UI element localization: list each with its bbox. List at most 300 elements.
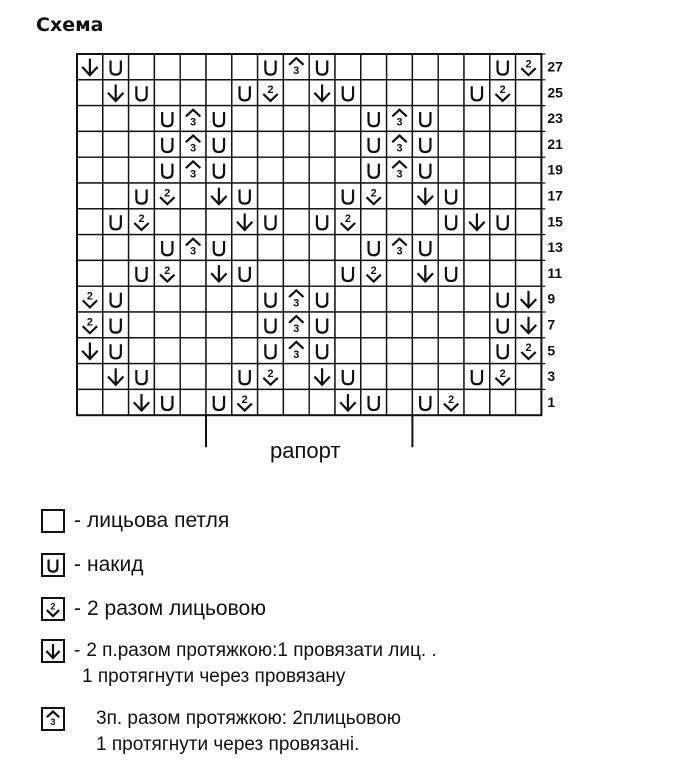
k2tog-symbol xyxy=(154,183,180,209)
row-number: 9 xyxy=(547,290,556,307)
k2tog-symbol xyxy=(516,338,542,364)
chart-cell xyxy=(77,364,103,390)
chart-cell xyxy=(180,364,206,390)
svg-text:2: 2 xyxy=(448,393,455,406)
rapport-label: рапорт xyxy=(270,438,341,463)
chart-cell xyxy=(77,235,103,261)
svg-text:3: 3 xyxy=(293,65,300,78)
yarn-over-symbol xyxy=(335,260,361,286)
yarn-over-symbol xyxy=(438,183,464,209)
chart-cell xyxy=(516,157,542,183)
svg-text:2: 2 xyxy=(50,601,56,612)
chart-cell xyxy=(180,80,206,106)
svg-text:2: 2 xyxy=(267,84,274,97)
legend-knit-label: лицьова петля xyxy=(87,509,230,532)
svg-text:3: 3 xyxy=(293,348,300,361)
pull-through-symbol xyxy=(77,54,103,80)
chart-cell xyxy=(154,209,180,235)
row-number: 17 xyxy=(547,187,563,204)
yarn-over-symbol xyxy=(412,235,438,261)
chart-cell xyxy=(516,235,542,261)
chart-cell xyxy=(516,183,542,209)
chart-cell xyxy=(335,312,361,338)
chart-cell xyxy=(103,131,129,157)
chart-cell xyxy=(387,54,413,80)
k2tog-symbol xyxy=(335,209,361,235)
chart-cell xyxy=(103,157,129,183)
legend-yarn-over-icon xyxy=(40,552,66,578)
yarn-over-symbol xyxy=(490,54,516,80)
chart-cell xyxy=(206,312,232,338)
chart-cell xyxy=(206,80,232,106)
svg-text:3: 3 xyxy=(396,168,403,181)
k3tog-symbol xyxy=(283,338,309,364)
chart-cell xyxy=(129,157,155,183)
chart-cell xyxy=(77,260,103,286)
chart-cell xyxy=(361,80,387,106)
yarn-over-symbol xyxy=(438,209,464,235)
chart-cell xyxy=(464,54,490,80)
k2tog-symbol xyxy=(258,80,284,106)
legend-pull-through-3-icon xyxy=(40,706,66,732)
legend-dash: - xyxy=(74,640,81,661)
chart-cell xyxy=(309,389,335,415)
legend-pull-through-2-line1: 2 п.разом протяжкою:1 провязати лиц. . xyxy=(86,640,437,661)
chart-cell xyxy=(258,260,284,286)
chart-cell xyxy=(516,106,542,132)
chart-cell xyxy=(335,286,361,312)
legend-item-pull-through-3 xyxy=(40,706,401,758)
yarn-over-symbol xyxy=(490,312,516,338)
chart-cell xyxy=(232,157,258,183)
chart-cell xyxy=(77,183,103,209)
svg-text:3: 3 xyxy=(293,297,300,310)
yarn-over-symbol xyxy=(464,364,490,390)
svg-text:3: 3 xyxy=(396,142,403,155)
row-number: 7 xyxy=(547,316,556,333)
yarn-over-symbol xyxy=(361,389,387,415)
chart-cell xyxy=(516,260,542,286)
yarn-over-symbol xyxy=(232,80,258,106)
chart-cell xyxy=(77,131,103,157)
svg-text:2: 2 xyxy=(241,393,248,406)
legend-item-pull-through-2 xyxy=(40,638,437,690)
svg-text:2: 2 xyxy=(267,368,274,381)
chart-cell xyxy=(309,131,335,157)
k3tog-symbol xyxy=(283,54,309,80)
chart-cell xyxy=(309,235,335,261)
yarn-over-symbol xyxy=(412,106,438,132)
chart-cell xyxy=(490,106,516,132)
chart-cell xyxy=(206,54,232,80)
svg-text:3: 3 xyxy=(190,142,197,155)
yarn-over-symbol xyxy=(335,183,361,209)
chart-cell xyxy=(180,54,206,80)
chart-cell xyxy=(258,183,284,209)
chart-cell xyxy=(232,235,258,261)
chart-cell xyxy=(438,312,464,338)
chart-cell xyxy=(232,312,258,338)
pull-through-symbol xyxy=(516,312,542,338)
pull-through-symbol xyxy=(309,364,335,390)
legend-item-knit xyxy=(40,508,229,534)
chart-cell xyxy=(361,364,387,390)
chart-cell xyxy=(283,209,309,235)
chart-cell xyxy=(516,131,542,157)
yarn-over-symbol xyxy=(490,338,516,364)
svg-text:2: 2 xyxy=(344,213,351,226)
chart-cell xyxy=(516,209,542,235)
svg-text:2: 2 xyxy=(164,187,171,200)
pull-through-symbol xyxy=(77,338,103,364)
chart-cell xyxy=(464,286,490,312)
k2tog-symbol xyxy=(438,389,464,415)
chart-cell xyxy=(283,260,309,286)
row-number: 5 xyxy=(547,342,556,359)
legend-dash: - xyxy=(74,553,81,576)
pull-through-symbol xyxy=(103,364,129,390)
yarn-over-symbol xyxy=(129,260,155,286)
svg-text:2: 2 xyxy=(138,213,145,226)
svg-text:2: 2 xyxy=(525,58,532,71)
chart-cell xyxy=(516,80,542,106)
chart-cell xyxy=(412,80,438,106)
chart-cell xyxy=(438,131,464,157)
yarn-over-symbol xyxy=(361,235,387,261)
pull-through-symbol xyxy=(232,209,258,235)
chart-cell xyxy=(258,106,284,132)
k2tog-symbol xyxy=(361,183,387,209)
chart-cell xyxy=(103,260,129,286)
k3tog-symbol xyxy=(180,131,206,157)
chart-cell xyxy=(387,364,413,390)
chart-cell xyxy=(412,286,438,312)
pull-through-symbol xyxy=(309,80,335,106)
yarn-over-symbol xyxy=(129,80,155,106)
chart-cell xyxy=(438,157,464,183)
yarn-over-symbol xyxy=(103,209,129,235)
chart-cell xyxy=(180,389,206,415)
chart-grid xyxy=(77,54,541,415)
yarn-over-symbol xyxy=(258,286,284,312)
yarn-over-symbol xyxy=(464,80,490,106)
chart-cell xyxy=(335,235,361,261)
yarn-over-symbol xyxy=(309,312,335,338)
legend-pull-through-2-icon xyxy=(40,638,66,664)
chart-cell xyxy=(387,312,413,338)
chart-cell xyxy=(438,286,464,312)
chart-cell xyxy=(154,364,180,390)
chart-cell xyxy=(464,312,490,338)
chart-cell xyxy=(154,338,180,364)
chart-cell xyxy=(516,389,542,415)
chart-cell xyxy=(387,286,413,312)
yarn-over-symbol xyxy=(206,157,232,183)
legend-pull-through-2-line2: 1 протягнути через провязану xyxy=(82,666,346,687)
k3tog-symbol xyxy=(180,157,206,183)
svg-text:2: 2 xyxy=(499,368,506,381)
yarn-over-symbol xyxy=(232,183,258,209)
svg-text:2: 2 xyxy=(86,316,93,329)
yarn-over-symbol xyxy=(412,389,438,415)
chart-cell xyxy=(335,131,361,157)
chart-cell xyxy=(77,389,103,415)
yarn-over-symbol xyxy=(154,157,180,183)
chart-cell xyxy=(77,106,103,132)
yarn-over-symbol xyxy=(258,338,284,364)
chart-cell xyxy=(464,389,490,415)
chart-cell xyxy=(154,286,180,312)
chart-cell xyxy=(129,54,155,80)
chart-cell xyxy=(387,260,413,286)
chart-cell xyxy=(438,364,464,390)
svg-text:3: 3 xyxy=(396,116,403,129)
legend-item-k2tog xyxy=(40,596,266,622)
chart-cell xyxy=(129,286,155,312)
chart-cell xyxy=(283,389,309,415)
chart-cell xyxy=(490,235,516,261)
yarn-over-symbol xyxy=(335,364,361,390)
row-number: 13 xyxy=(547,239,563,256)
yarn-over-symbol xyxy=(309,286,335,312)
legend-dash: - xyxy=(74,597,81,620)
chart-cell xyxy=(361,286,387,312)
chart-cell xyxy=(258,235,284,261)
chart-cell xyxy=(387,338,413,364)
chart-cell xyxy=(77,209,103,235)
k3tog-symbol xyxy=(387,131,413,157)
yarn-over-symbol xyxy=(103,338,129,364)
chart-cell xyxy=(232,131,258,157)
chart-cell xyxy=(232,286,258,312)
chart-cell xyxy=(103,235,129,261)
chart-cell xyxy=(103,389,129,415)
row-number: 25 xyxy=(547,84,563,101)
chart-cell xyxy=(283,364,309,390)
legend-k2tog-icon xyxy=(40,596,66,622)
svg-text:3: 3 xyxy=(190,245,197,258)
chart-cell xyxy=(180,286,206,312)
chart-cell xyxy=(154,80,180,106)
chart-cell xyxy=(77,157,103,183)
chart-cell xyxy=(232,338,258,364)
k2tog-symbol xyxy=(516,54,542,80)
chart-cell xyxy=(464,106,490,132)
k2tog-symbol xyxy=(129,209,155,235)
chart-cell xyxy=(490,260,516,286)
pull-through-symbol xyxy=(206,183,232,209)
svg-text:3: 3 xyxy=(396,245,403,258)
chart-cell xyxy=(438,235,464,261)
svg-text:2: 2 xyxy=(164,264,171,277)
pull-through-symbol xyxy=(412,183,438,209)
svg-text:2: 2 xyxy=(499,84,506,97)
chart-cell xyxy=(283,131,309,157)
chart-cell xyxy=(154,54,180,80)
yarn-over-symbol xyxy=(129,364,155,390)
chart-cell xyxy=(258,389,284,415)
chart-cell xyxy=(180,260,206,286)
svg-text:2: 2 xyxy=(370,187,377,200)
chart-cell xyxy=(129,131,155,157)
yarn-over-symbol xyxy=(232,260,258,286)
pull-through-symbol xyxy=(464,209,490,235)
k3tog-symbol xyxy=(180,235,206,261)
pull-through-symbol xyxy=(206,260,232,286)
yarn-over-symbol xyxy=(154,235,180,261)
chart-cell xyxy=(283,183,309,209)
k3tog-symbol xyxy=(387,235,413,261)
chart-cell xyxy=(335,106,361,132)
chart-cell xyxy=(387,209,413,235)
chart-cell xyxy=(180,312,206,338)
chart-cell xyxy=(464,157,490,183)
chart-cell xyxy=(180,338,206,364)
k2tog-symbol xyxy=(232,389,258,415)
chart-cell xyxy=(412,364,438,390)
row-number: 23 xyxy=(547,110,563,127)
chart-cell xyxy=(258,157,284,183)
legend-pull-through-3-line2: 1 протягнути через провязані. xyxy=(96,734,360,755)
yarn-over-symbol xyxy=(103,312,129,338)
k2tog-symbol xyxy=(154,260,180,286)
yarn-over-symbol xyxy=(154,106,180,132)
chart-cell xyxy=(309,106,335,132)
chart-cell xyxy=(412,54,438,80)
svg-text:2: 2 xyxy=(370,264,377,277)
svg-text:3: 3 xyxy=(190,168,197,181)
row-number: 21 xyxy=(547,135,563,152)
row-number: 11 xyxy=(547,264,563,281)
chart-cell xyxy=(258,131,284,157)
yarn-over-symbol xyxy=(206,235,232,261)
chart-cell xyxy=(206,364,232,390)
chart-cell xyxy=(412,338,438,364)
chart-cell xyxy=(232,54,258,80)
chart-cell xyxy=(490,389,516,415)
chart-title: Схема xyxy=(36,14,104,36)
chart-cell xyxy=(206,338,232,364)
chart-cell xyxy=(206,286,232,312)
svg-text:3: 3 xyxy=(190,116,197,129)
chart-cell xyxy=(180,209,206,235)
legend-item-yarn-over xyxy=(40,552,143,578)
chart-cell xyxy=(438,338,464,364)
chart-cell xyxy=(154,312,180,338)
row-number: 3 xyxy=(547,368,556,385)
legend-dash: - xyxy=(74,509,81,532)
yarn-over-symbol xyxy=(206,106,232,132)
chart-cell xyxy=(412,312,438,338)
chart-cell xyxy=(464,338,490,364)
yarn-over-symbol xyxy=(438,260,464,286)
chart-cell xyxy=(490,157,516,183)
chart-cell xyxy=(516,364,542,390)
svg-text:3: 3 xyxy=(50,717,56,728)
chart-cell xyxy=(77,80,103,106)
k2tog-symbol xyxy=(361,260,387,286)
row-number: 19 xyxy=(547,161,563,178)
yarn-over-symbol xyxy=(258,54,284,80)
chart-cell xyxy=(129,338,155,364)
k3tog-symbol xyxy=(387,157,413,183)
yarn-over-symbol xyxy=(309,54,335,80)
yarn-over-symbol xyxy=(154,131,180,157)
chart-cell xyxy=(464,183,490,209)
chart-cell xyxy=(103,183,129,209)
chart-cell xyxy=(283,157,309,183)
k2tog-symbol xyxy=(490,364,516,390)
yarn-over-symbol xyxy=(412,157,438,183)
yarn-over-symbol xyxy=(103,54,129,80)
yarn-over-symbol xyxy=(258,209,284,235)
chart-cell xyxy=(361,209,387,235)
chart-cell xyxy=(464,260,490,286)
yarn-over-symbol xyxy=(232,364,258,390)
chart-cell xyxy=(387,80,413,106)
chart-cell xyxy=(335,157,361,183)
pull-through-symbol xyxy=(335,389,361,415)
yarn-over-symbol xyxy=(309,209,335,235)
row-number: 1 xyxy=(547,393,556,410)
chart-cell xyxy=(103,106,129,132)
k2tog-symbol xyxy=(490,80,516,106)
yarn-over-symbol xyxy=(412,131,438,157)
chart-cell xyxy=(206,209,232,235)
chart-cell xyxy=(464,131,490,157)
yarn-over-symbol xyxy=(258,312,284,338)
k2tog-symbol xyxy=(77,286,103,312)
yarn-over-symbol xyxy=(335,80,361,106)
pull-through-symbol xyxy=(516,286,542,312)
k3tog-symbol xyxy=(180,106,206,132)
chart-cell xyxy=(283,80,309,106)
chart-cell xyxy=(412,209,438,235)
chart-cell xyxy=(283,106,309,132)
legend-knit-symbol-icon xyxy=(40,508,66,534)
chart-cell xyxy=(309,157,335,183)
chart-cell xyxy=(232,106,258,132)
yarn-over-symbol xyxy=(490,209,516,235)
k3tog-symbol xyxy=(283,312,309,338)
yarn-over-symbol xyxy=(490,286,516,312)
chart-cell xyxy=(129,312,155,338)
legend-yarn-over-label: накид xyxy=(87,553,144,576)
pull-through-symbol xyxy=(412,260,438,286)
row-number: 15 xyxy=(547,213,563,230)
yarn-over-symbol xyxy=(361,106,387,132)
chart-cell xyxy=(387,389,413,415)
chart-cell xyxy=(387,183,413,209)
chart-cell xyxy=(464,235,490,261)
pull-through-symbol xyxy=(103,80,129,106)
chart-cell xyxy=(335,338,361,364)
yarn-over-symbol xyxy=(361,157,387,183)
chart-cell xyxy=(361,312,387,338)
chart-cell xyxy=(283,235,309,261)
chart-cell xyxy=(335,54,361,80)
k2tog-symbol xyxy=(77,312,103,338)
k2tog-symbol xyxy=(258,364,284,390)
yarn-over-symbol xyxy=(154,389,180,415)
chart-cell xyxy=(438,106,464,132)
yarn-over-symbol xyxy=(206,389,232,415)
svg-text:3: 3 xyxy=(293,323,300,336)
yarn-over-symbol xyxy=(129,183,155,209)
k3tog-symbol xyxy=(387,106,413,132)
chart-cell xyxy=(490,131,516,157)
chart-cell xyxy=(180,183,206,209)
